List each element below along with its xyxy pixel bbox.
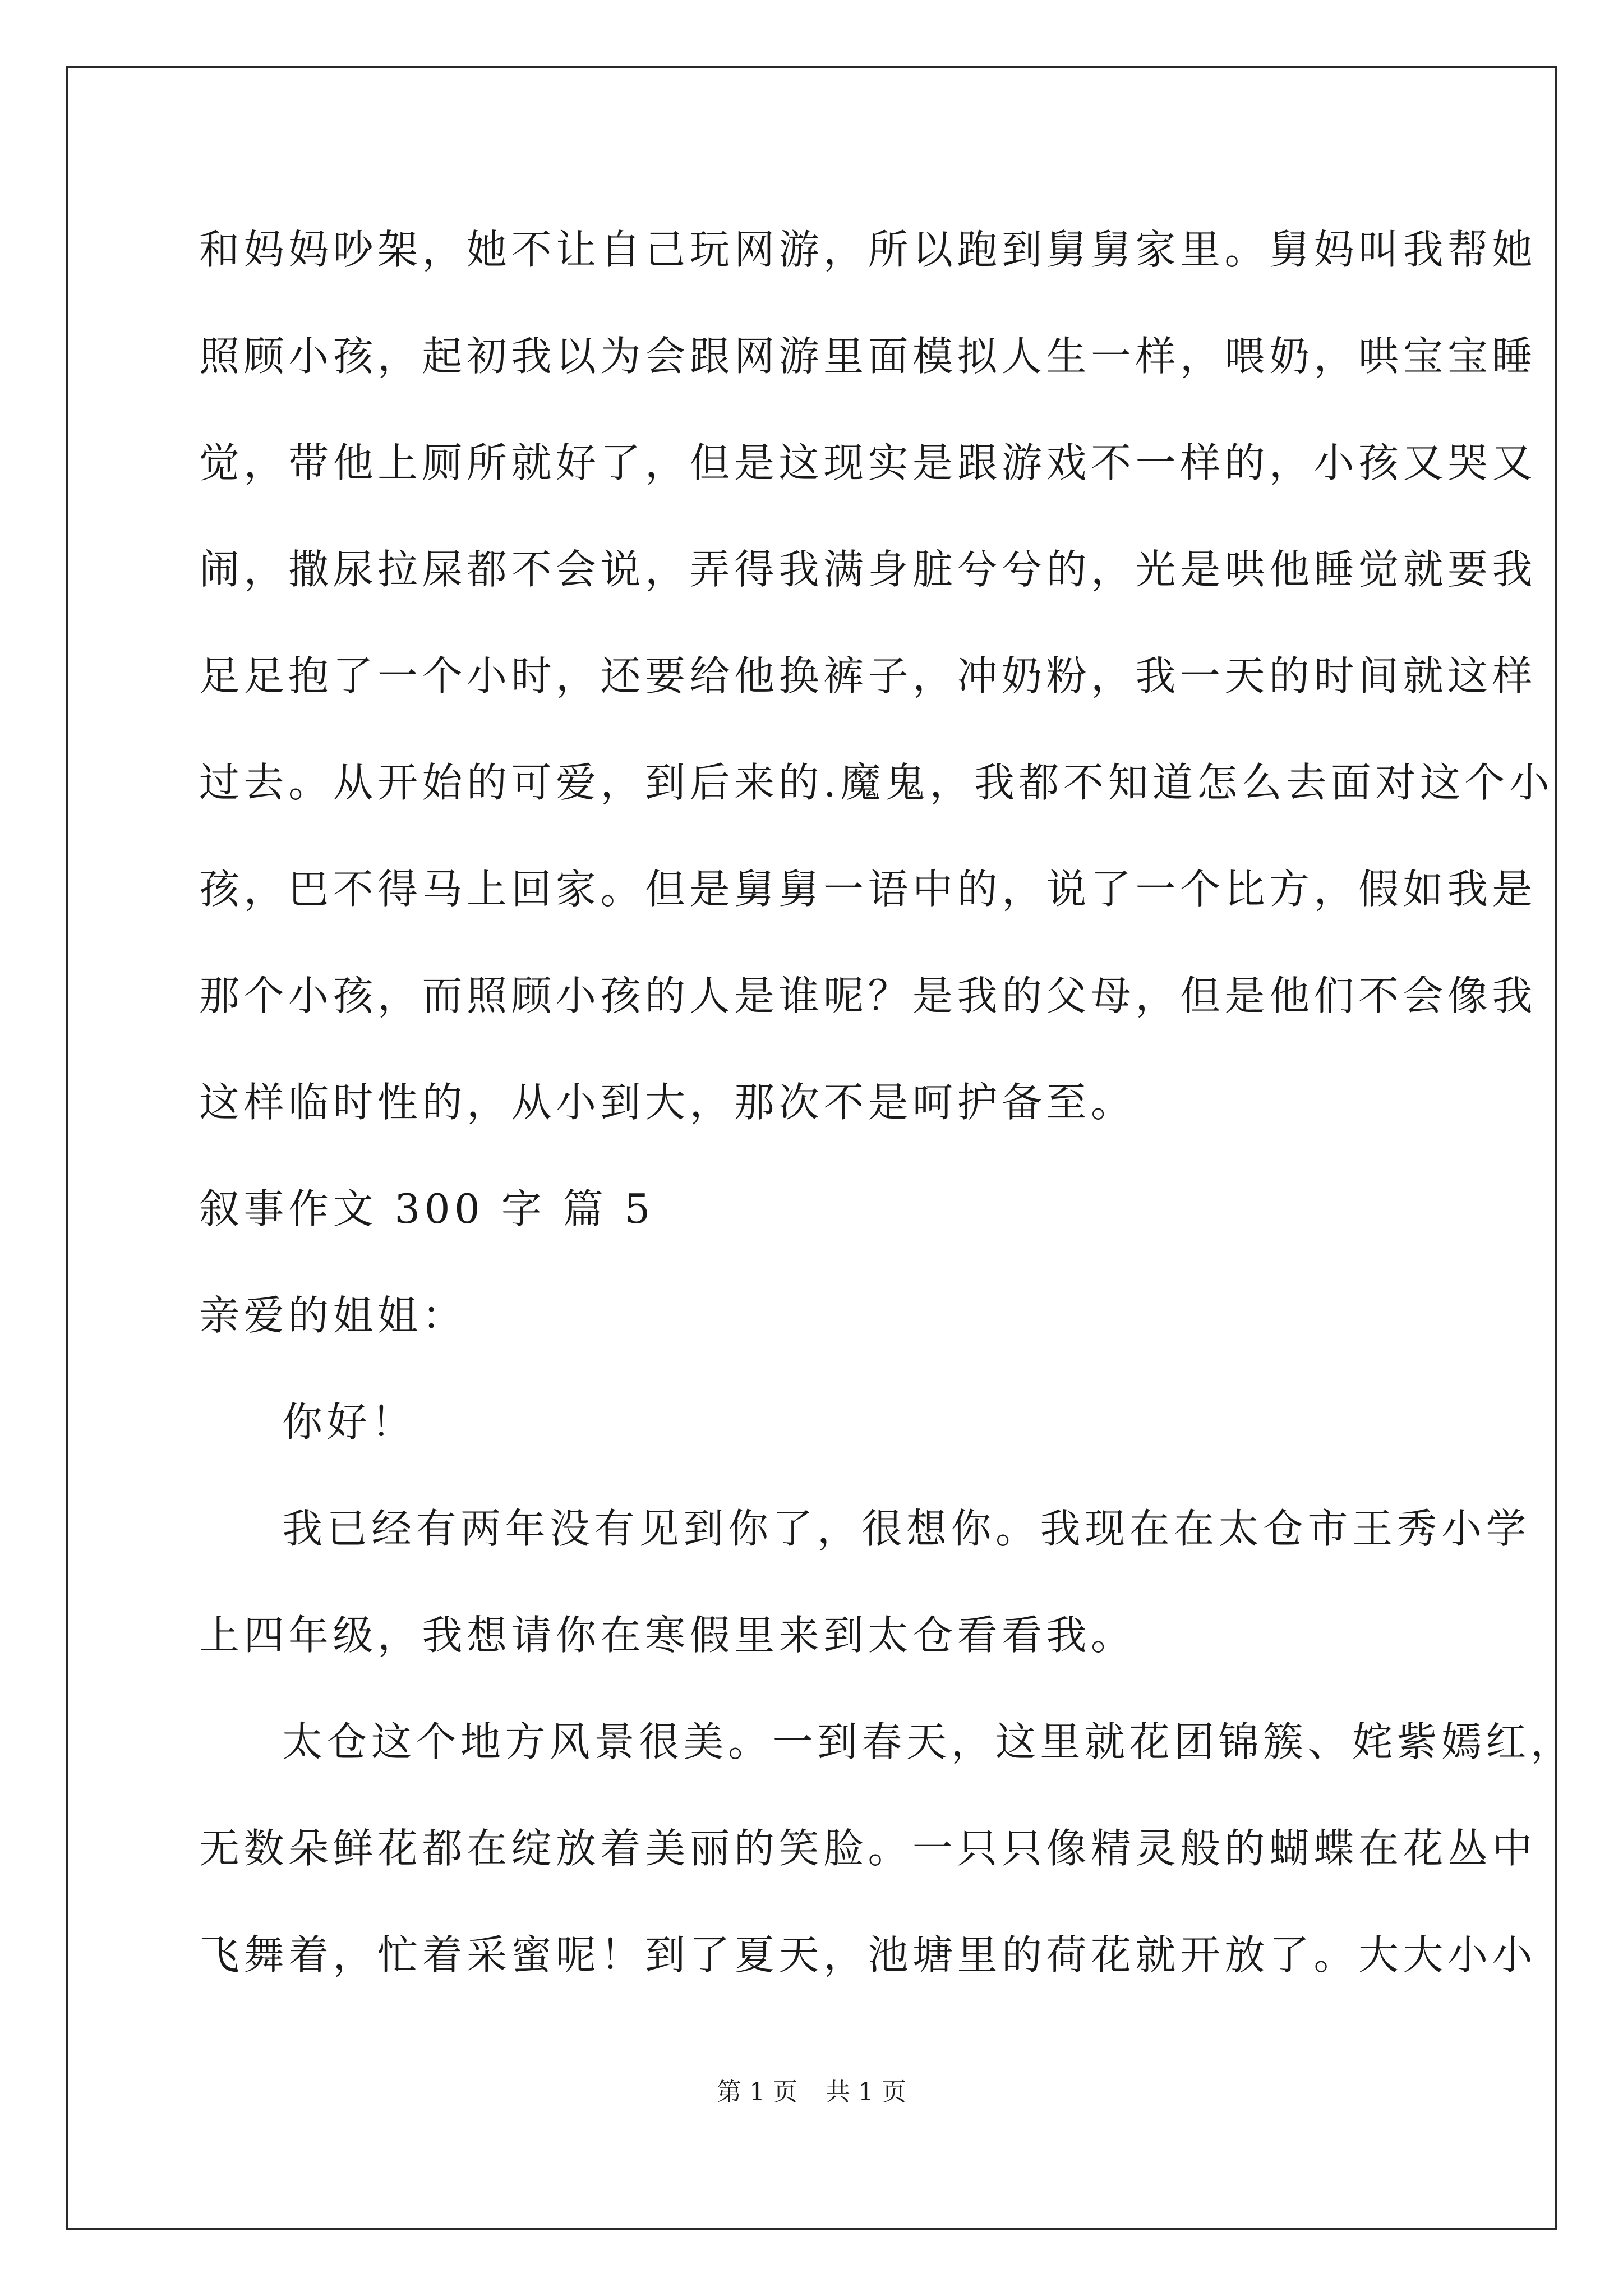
- document-body: [199, 219, 1575, 2031]
- text-line: 闹，撒尿拉屎都不会说，弄得我满身脏兮兮的，光是哄他睡觉就要我: [199, 546, 1537, 593]
- letter-salutation: 亲爱的姐姐：: [199, 1292, 467, 1339]
- text-line: 太仓这个地方风景很美。一到春天，这里就花团锦簇、姹紫嫣红，: [282, 1718, 1575, 1765]
- section-heading: 叙事作文 300 字 篇 5: [199, 1185, 654, 1232]
- text-line: 无数朵鲜花都在绽放着美丽的笑脸。一只只像精灵般的蝴蝶在花丛中: [199, 1825, 1537, 1872]
- text-line: 飞舞着，忙着采蜜呢！到了夏天，池塘里的荷花就开放了。大大小小: [199, 1931, 1537, 1978]
- text-line: 照顾小孩，起初我以为会跟网游里面模拟人生一样，喂奶，哄宝宝睡: [199, 333, 1537, 380]
- text-line: 这样临时性的，从小到大，那次不是呵护备至。: [199, 1079, 1136, 1126]
- text-line: 上四年级，我想请你在寒假里来到太仓看看我。: [199, 1612, 1136, 1659]
- text-line: 孩，巴不得马上回家。但是舅舅一语中的，说了一个比方，假如我是: [199, 866, 1537, 913]
- text-line: 足足抱了一个小时，还要给他换裤子，冲奶粉，我一天的时间就这样: [199, 652, 1537, 700]
- page-footer: [0, 2076, 1623, 2109]
- text-line: 觉，带他上厕所就好了，但是这现实是跟游戏不一样的，小孩又哭又: [199, 439, 1537, 486]
- text-line: 我已经有两年没有见到你了，很想你。我现在在太仓市王秀小学: [282, 1505, 1531, 1552]
- text-line: 过去。从开始的可爱，到后来的.魔鬼，我都不知道怎么去面对这个小: [199, 759, 1554, 806]
- page-number-total: 共 1 页: [826, 2078, 906, 2106]
- page-number-current: 第 1 页: [717, 2078, 797, 2106]
- text-line: 和妈妈吵架，她不让自己玩网游，所以跑到舅舅家里。舅妈叫我帮她: [199, 226, 1537, 273]
- text-line: 那个小孩，而照顾小孩的人是谁呢？是我的父母，但是他们不会像我: [199, 972, 1537, 1019]
- letter-greeting: 你好！: [282, 1398, 416, 1446]
